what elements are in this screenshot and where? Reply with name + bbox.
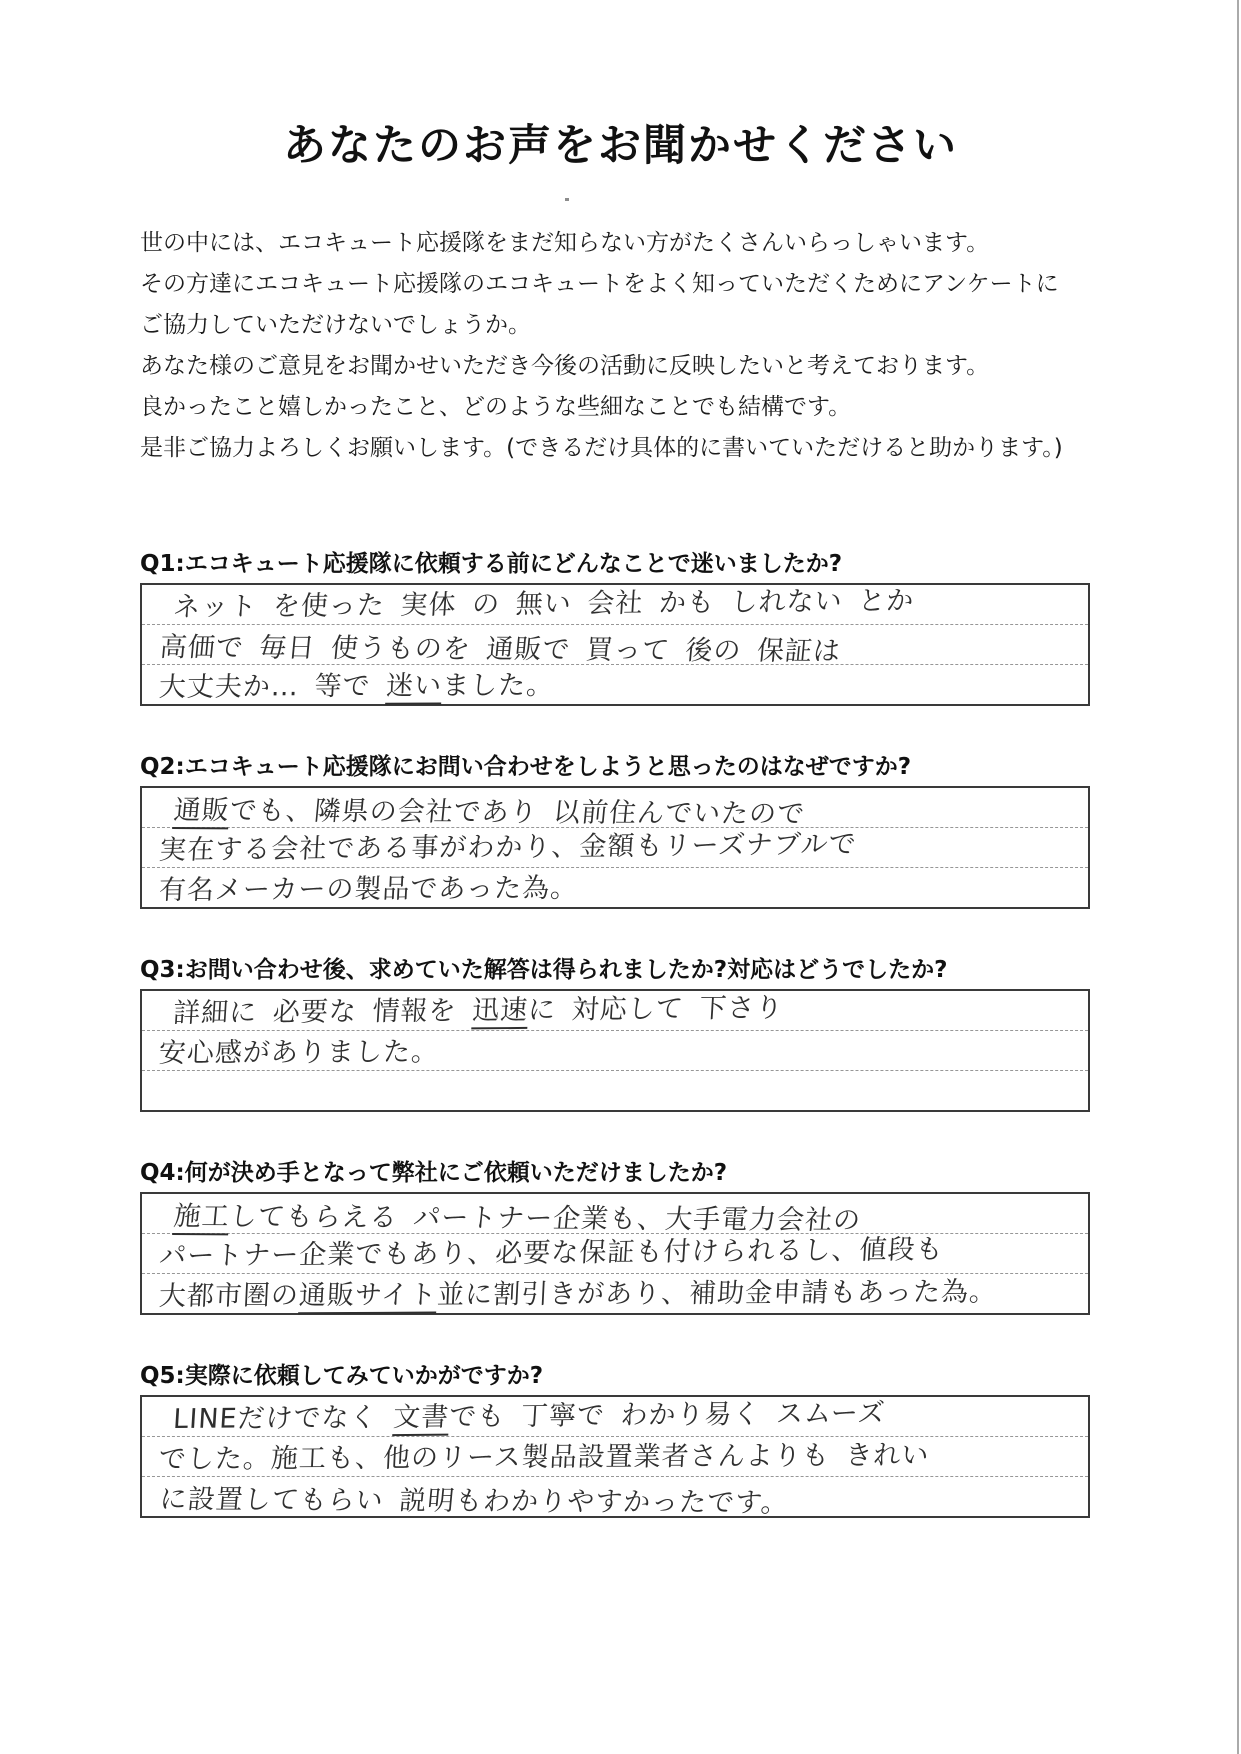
answer-row: [142, 1234, 1088, 1274]
handwritten-answer-line: 高価で 毎日 使うものを 通販で 買って 後の 保証は: [158, 632, 843, 668]
question-q4-answer-box: [140, 1192, 1090, 1315]
handwritten-answer-line: 実在する会社である事がわかり、金額もリーズナブルで: [158, 828, 858, 867]
question-q2-answer-box: [140, 786, 1090, 909]
handwritten-answer-line: ネット を使った 実体 の 無い 会社 かも しれない とか: [172, 585, 916, 624]
page-title: あなたのお声をお聞かせください: [283, 121, 958, 171]
question-q1-label: Q1:エコキュート応援隊に依頼する前にどんなことで迷いましたか?: [140, 551, 843, 577]
answer-row: [142, 1071, 1088, 1110]
question-q1-answer-box: [140, 583, 1090, 706]
scan-artifact-edge-line: [1237, 0, 1239, 1754]
question-section-q3: [140, 957, 1090, 1112]
question-q3-answer-box: [140, 989, 1090, 1112]
handwritten-answer-line: 通販でも、隣県の会社であり 以前住んでいたので: [172, 795, 807, 830]
question-section-q5: [140, 1363, 1090, 1518]
answer-row: [142, 625, 1088, 668]
question-section-q2: [140, 754, 1090, 909]
handwritten-answer-line: に設置してもらい 説明もわかりやすかったです。: [158, 1484, 791, 1519]
question-q2-label: Q2:エコキュート応援隊にお問い合わせをしようと思ったのはなぜですか?: [140, 754, 912, 780]
handwritten-answer-line: 大都市圏の通販サイト並に割引きがあり、補助金申請もあった為。: [158, 1273, 998, 1316]
handwritten-answer-line: 安心感がありました。: [158, 1036, 440, 1069]
answer-row: [142, 788, 1088, 828]
answer-row: [142, 585, 1088, 625]
answer-row: [142, 1274, 1088, 1313]
intro-line: ご協力していただけないでしょうか。: [140, 312, 531, 338]
handwritten-answer-line: 大丈夫か… 等で 迷いました。: [158, 669, 555, 704]
handwritten-answer-line: LINEだけでなく 文書でも 丁寧で わかり易く スムーズ: [172, 1397, 887, 1436]
answer-row: [142, 1194, 1088, 1237]
intro-line: 良かったこと嬉しかったこと、どのような些細なことでも結構です。: [140, 394, 852, 420]
intro-line: その方達にエコキュート応援隊のエコキュートをよく知っていただくためにアンケートに: [140, 271, 1059, 297]
intro-line: 是非ご協力よろしくお願いします。(できるだけ具体的に書いていただけると助かります。): [140, 435, 1063, 461]
answer-row: [142, 665, 1088, 704]
scan-artifact-dot: [565, 198, 569, 201]
question-q5-answer-box: [140, 1395, 1090, 1518]
question-q5-label: Q5:実際に依頼してみていかがですか?: [140, 1363, 544, 1389]
answer-row: [142, 1031, 1088, 1071]
question-q3-label: Q3:お問い合わせ後、求めていた解答は得られましたか?対応はどうでしたか?: [140, 957, 948, 983]
answer-row: [142, 828, 1088, 868]
handwritten-answer-line: 施工してもらえる パートナー企業も、大手電力会社の: [172, 1201, 863, 1237]
handwritten-answer-line: パートナー企業でもあり、必要な保証も付けられるし、値段も: [158, 1234, 945, 1273]
answer-row: [142, 1477, 1088, 1519]
question-section-q4: [140, 1160, 1090, 1315]
intro-line: あなた様のご意見をお聞かせいただき今後の活動に反映したいと考えております。: [140, 353, 990, 379]
handwritten-answer-line: でした。施工も、他のリース製品設置業者さんよりも きれい: [158, 1439, 931, 1475]
handwritten-answer-line: 有名メーカーの製品であった為。: [158, 872, 579, 907]
answer-row: [142, 991, 1088, 1031]
question-section-q1: [140, 551, 1090, 706]
answer-row: [142, 1437, 1088, 1477]
intro-text: [140, 223, 1151, 469]
answer-row: [142, 1397, 1088, 1437]
handwritten-answer-line: 詳細に 必要な 情報を 迅速に 対応して 下さり: [172, 992, 785, 1030]
intro-line: 世の中には、エコキュート応援隊をまだ知らない方がたくさんいらっしゃいます。: [140, 230, 990, 256]
answer-row: [142, 868, 1088, 907]
question-q4-label: Q4:何が決め手となって弊社にご依頼いただけましたか?: [140, 1160, 728, 1186]
